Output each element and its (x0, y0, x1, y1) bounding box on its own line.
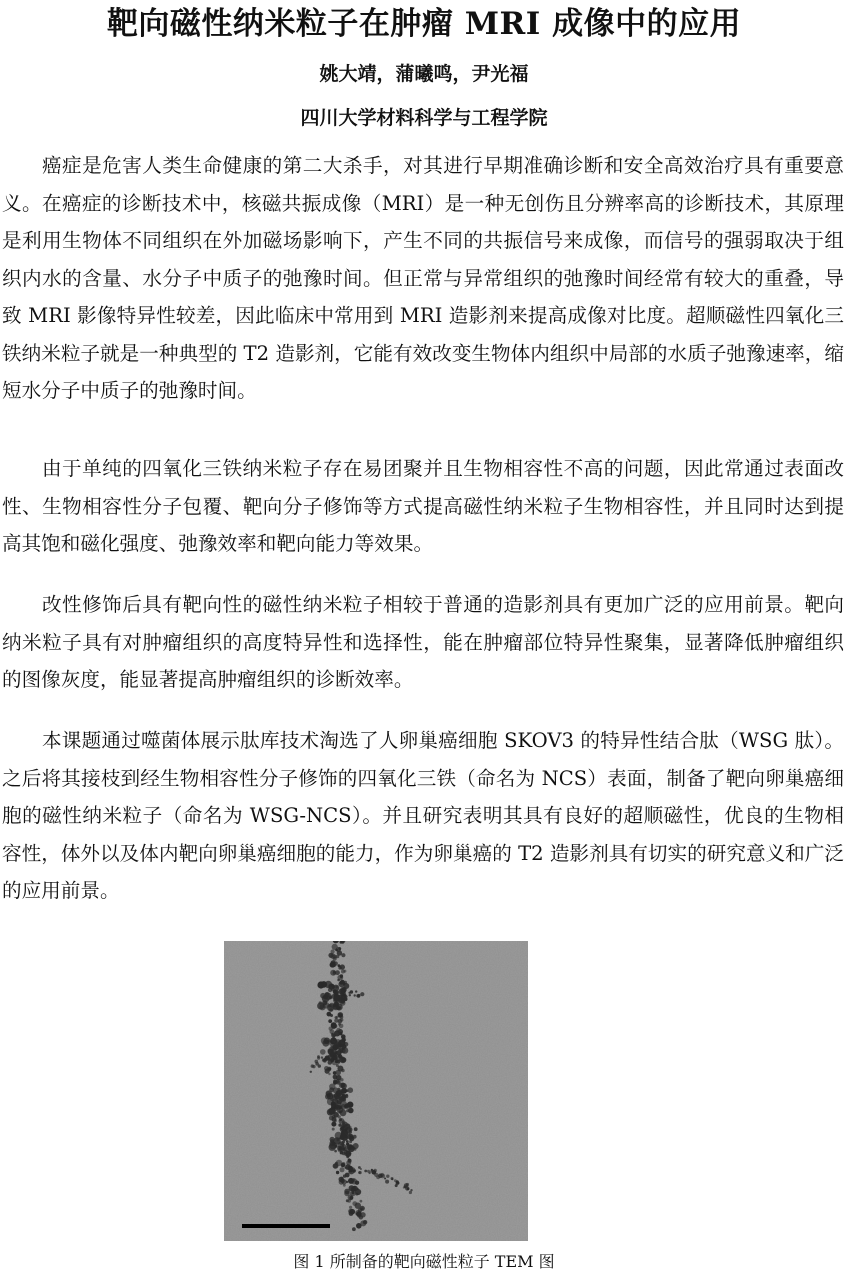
nanoparticle (341, 970, 345, 974)
nanoparticle (349, 1140, 352, 1143)
nanoparticle (343, 1184, 346, 1187)
nanoparticle (321, 1037, 328, 1044)
nanoparticle (340, 1057, 346, 1063)
paragraph-research: 本课题通过噬菌体展示肽库技术淘选了人卵巢癌细胞 SKOV3 的特异性结合肽（WSG 肽）。之后将其接枝到经生物相容性分子修饰的四氧化三铁（命名为 NCS）表面，制备了靶向卵巢癌细胞的磁性纳米粒子（命名为 WSG-NCS）。并且研究表明其具有良好的超顺磁性，优良的生物相容性，体外以及体内靶向卵巢癌细胞的能力，作为卵巢癌的 T2 造影剂具有切实的研究意义和广泛的应用前景。 (2, 729, 844, 902)
nanoparticle (325, 1069, 330, 1074)
nanoparticle (345, 1094, 348, 1097)
tem-micrograph (224, 941, 528, 1241)
nanoparticle (340, 1179, 345, 1184)
nanoparticle (344, 1103, 350, 1109)
nanoparticle (406, 1183, 409, 1186)
nanoparticle (332, 1098, 338, 1104)
nanoparticle (338, 1023, 341, 1026)
nanoparticle (347, 1199, 351, 1203)
paragraph-modification: 由于单纯的四氧化三铁纳米粒子存在易团聚并且生物相容性不高的问题，因此常通过表面改性、生物相容性分子包覆、靶向分子修饰等方式提高磁性纳米粒子生物相容性，并且同时达到提高其饱和磁化强度、弛豫效率和靶向能力等效果。 (2, 457, 844, 555)
nanoparticle (385, 1180, 389, 1184)
nanoparticle (347, 1145, 351, 1149)
nanoparticle (322, 1058, 325, 1061)
nanoparticle (328, 984, 334, 990)
nanoparticle (357, 995, 360, 998)
nanoparticle (331, 1122, 336, 1127)
nanoparticle (341, 1069, 345, 1073)
nanoparticle (395, 1184, 398, 1187)
nanoparticle (352, 1227, 356, 1231)
nanoparticle (353, 1170, 356, 1173)
nanoparticle (334, 1150, 337, 1153)
nanoparticle (350, 990, 353, 993)
nanoparticle (333, 964, 336, 967)
nanoparticle (340, 976, 342, 978)
nanoparticle (333, 1082, 336, 1085)
nanoparticle (333, 1163, 338, 1168)
paragraph-intro: 癌症是危害人类生命健康的第二大杀手，对其进行早期准确诊断和安全高效治疗具有重要意义。在癌症的诊断技术中，核磁共振成像（MRI）是一种无创伤且分辨率高的诊断技术，其原理是利用生物体不同组织在外加磁场影响下，产生不同的共振信号来成像，而信号的强弱取决于组织内水的含量、水分子中质子的弛豫时间。但正常与异常组织的弛豫时间经常有较大的重叠，导致 MRI 影像特异性较差，因此临床中常用到 MRI 造影剂来提高成像对比度。超顺磁性四氧化三铁纳米粒子就是一种典型的 T2 造影剂，它能有效改变生物体内组织中局部的水质子弛豫速率，缩短水分子中质子的弛豫时间。 (2, 154, 844, 402)
figure-caption: 图 1 所制备的靶向磁性粒子 TEM 图 (293, 1252, 555, 1271)
nanoparticle (338, 966, 342, 970)
nanoparticle (328, 1019, 332, 1023)
nanoparticle (333, 1035, 336, 1038)
nanoparticle (336, 1064, 339, 1067)
nanoparticle (386, 1175, 389, 1178)
tem-image (224, 941, 528, 1241)
nanoparticle (340, 1167, 345, 1172)
affiliation: 四川大学材料科学与工程学院 (300, 107, 548, 129)
nanoparticle (352, 1191, 355, 1194)
nanoparticle (345, 1173, 350, 1178)
nanoparticle (327, 1109, 334, 1116)
scale-bar (242, 1224, 330, 1228)
nanoparticle (333, 1004, 340, 1011)
nanoparticle (335, 1145, 338, 1148)
nanoparticle (335, 1060, 338, 1063)
nanoparticle (331, 1022, 337, 1028)
nanoparticle (410, 1189, 412, 1191)
nanoparticle (407, 1188, 410, 1191)
nanoparticle (334, 1051, 337, 1054)
nanoparticle (321, 1056, 323, 1058)
nanoparticle (396, 1180, 399, 1183)
nanoparticle (341, 1130, 349, 1138)
nanoparticle (360, 1200, 363, 1203)
paragraph-targeting: 改性修饰后具有靶向性的磁性纳米粒子相较于普通的造影剂具有更加广泛的应用前景。靶向纳米粒子具有对肿瘤组织的高度特异性和选择性，能在肿瘤部位特异性聚集，显著降低肿瘤组织的图像灰度，能显著提高肿瘤组织的诊断效率。 (2, 593, 844, 691)
nanoparticle (328, 1004, 331, 1007)
nanoparticle (332, 1117, 337, 1122)
nanoparticle (323, 983, 325, 985)
nanoparticle (335, 949, 338, 952)
nanoparticle (348, 1087, 354, 1093)
nanoparticle (341, 1044, 344, 1047)
nanoparticle (355, 1189, 361, 1195)
nanoparticle (310, 1071, 312, 1073)
nanoparticle (317, 1057, 320, 1060)
nanoparticle (346, 1181, 348, 1183)
nanoparticle (384, 1178, 386, 1180)
nanoparticle (381, 1174, 386, 1179)
nanoparticle (330, 1037, 337, 1044)
nanoparticle (332, 1142, 336, 1146)
nanoparticle (341, 1038, 345, 1042)
nanoparticle (320, 1049, 326, 1055)
nanoparticle (319, 1004, 325, 1010)
nanoparticle (354, 994, 356, 996)
nanoparticle (342, 1164, 344, 1166)
nanoparticle (360, 1212, 365, 1217)
nanoparticle (346, 1160, 351, 1165)
nanoparticle (332, 1095, 335, 1098)
nanoparticle (325, 992, 330, 997)
nanoparticle (343, 994, 346, 997)
nanoparticle (354, 1127, 358, 1131)
nanoparticle (312, 1065, 315, 1068)
nanoparticle (364, 1170, 367, 1173)
nanoparticle (326, 1091, 331, 1096)
nanoparticle (391, 1178, 393, 1180)
nanoparticle (355, 1181, 359, 1185)
nanoparticle (360, 992, 364, 996)
nanoparticle (337, 979, 340, 982)
nanoparticle (368, 1172, 370, 1174)
nanoparticle (350, 1209, 356, 1215)
document-title: 靶向磁性纳米粒子在肿瘤 MRI 成像中的应用 (106, 6, 742, 42)
nanoparticle (340, 1048, 345, 1053)
nanoparticle (338, 981, 344, 987)
nanoparticle (330, 1014, 333, 1017)
nanoparticle (376, 1175, 380, 1179)
nanoparticle (356, 1212, 360, 1216)
nanoparticle (339, 1110, 342, 1113)
nanoparticle (353, 1143, 359, 1149)
nanoparticle (339, 1118, 345, 1124)
nanoparticle (349, 994, 351, 996)
nanoparticle (356, 1223, 362, 1229)
nanoparticle (338, 1029, 343, 1034)
nanoparticle (332, 1128, 335, 1131)
nanoparticle (344, 1042, 349, 1047)
nanoparticle (333, 1105, 336, 1108)
nanoparticle (349, 1135, 351, 1137)
nanoparticle (334, 1018, 338, 1022)
nanoparticle (340, 1018, 343, 1021)
nanoparticle (328, 1049, 334, 1055)
nanoparticle (315, 1062, 319, 1066)
nanoparticle (344, 1167, 346, 1169)
nanoparticle (360, 1168, 362, 1170)
nanoparticle (335, 998, 341, 1004)
nanoparticle (338, 947, 341, 950)
nanoparticle (336, 1016, 339, 1019)
nanoparticle (353, 1135, 357, 1139)
nanoparticle (355, 990, 357, 992)
nanoparticle (330, 954, 335, 959)
nanoparticle (329, 1087, 334, 1092)
nanoparticle (404, 1185, 407, 1188)
nanoparticle (327, 1054, 334, 1061)
nanoparticle (340, 1147, 343, 1150)
nanoparticle (319, 1001, 322, 1004)
nanoparticle (341, 953, 345, 957)
author-list: 姚大靖，蒲曦鸣，尹光福 (319, 63, 529, 85)
nanoparticle (333, 971, 336, 974)
nanoparticle (349, 1206, 352, 1209)
nanoparticle (348, 1108, 354, 1114)
nanoparticle (359, 1171, 362, 1174)
nanoparticle (336, 1090, 343, 1097)
nanoparticle (336, 955, 340, 959)
nanoparticle (336, 1079, 341, 1084)
nanoparticle (340, 989, 344, 993)
nanoparticle (332, 1044, 338, 1050)
nanoparticle (333, 1071, 337, 1075)
nanoparticle (335, 992, 338, 995)
nanoparticle (336, 1171, 339, 1174)
